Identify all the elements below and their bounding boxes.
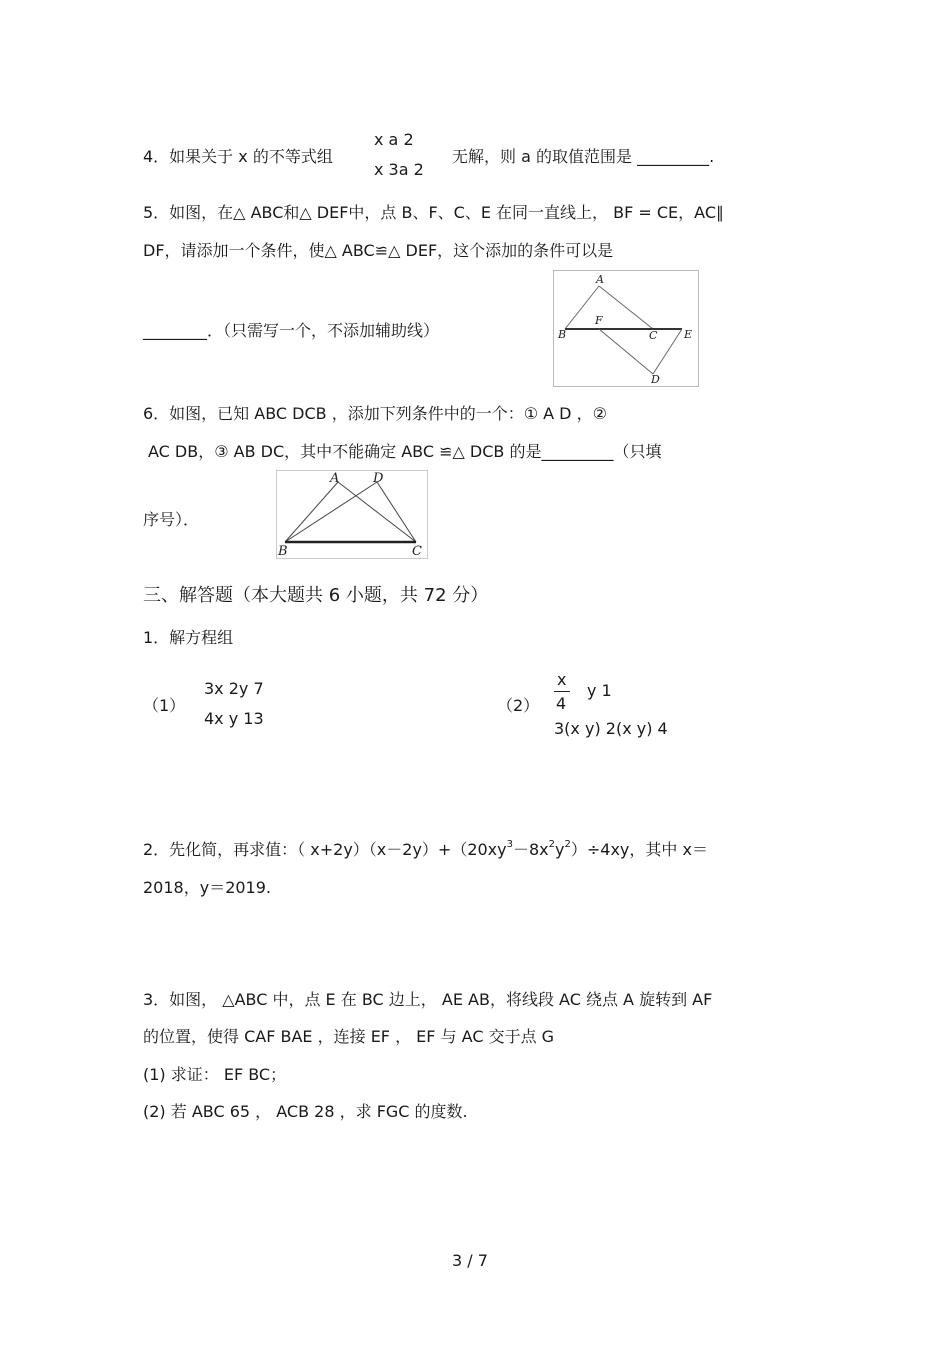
p2-line1 <box>143 837 708 860</box>
q5-label-A: A <box>596 273 604 286</box>
p1-part1-row1: 3x 2y 7 <box>204 679 264 698</box>
p2-sup2: 2 <box>548 839 556 850</box>
q5-label-F: F <box>595 314 603 327</box>
p1-part2-frac-den: 4 <box>556 694 567 713</box>
q5-label-B: B <box>558 328 567 341</box>
p3-line3: (1) 求证： EF BC； <box>143 1065 287 1084</box>
p2-line1-c: y <box>555 840 565 859</box>
p2-line1-d: ）÷4xy，其中 x＝ <box>570 840 708 859</box>
p2-sup1: 3 <box>506 839 513 850</box>
p1-part2-row2: 3(x y) 2(x y) 4 <box>554 719 668 738</box>
q5-label-E: E <box>684 328 693 341</box>
p1-part2-row1-rest: y 1 <box>587 681 612 700</box>
q4-system-row1: x a 2 <box>374 130 414 149</box>
q4-prefix: 4．如果关于 x 的不等式组 <box>143 147 333 166</box>
p1-part2-frac-num: x <box>557 670 567 689</box>
page-number: 3 / 7 <box>452 1251 488 1270</box>
p1-title: 1．解方程组 <box>143 628 234 647</box>
q6-line2: AC DB，③ AB DC，其中不能确定 ABC ≌△ DCB 的是_________（只填 <box>148 442 662 461</box>
q6-label-A: A <box>330 471 340 486</box>
q4-suffix: 无解，则 a 的取值范围是 _________. <box>452 147 715 166</box>
q5-line3: ________．（只需写一个，不添加辅助线） <box>143 321 440 340</box>
q6-line3: 序号）． <box>143 510 200 529</box>
q5-label-D: D <box>651 373 660 386</box>
p1-part1-row2: 4x y 13 <box>204 709 264 728</box>
p2-line1-b: －8x <box>513 840 549 859</box>
p1-part2-label: （2） <box>497 696 540 715</box>
q5-figure <box>553 270 700 388</box>
q4-system-row2: x 3a 2 <box>374 160 424 179</box>
p2-line1-a: 2．先化简，再求值：（ x+2y）（x－2y）+（20xy <box>143 840 507 859</box>
p3-line4: (2) 若 ABC 65 ， ACB 28 ，求 FGC 的度数. <box>143 1102 468 1121</box>
p1-part2-frac-bar <box>554 691 570 692</box>
q6-label-D: D <box>373 471 384 486</box>
q6-line1: 6．如图，已知 ABC DCB ，添加下列条件中的一个：① A D ，② <box>143 404 607 423</box>
q5-line2: DF，请添加一个条件，使△ ABC≌△ DEF，这个添加的条件可以是 <box>143 241 614 260</box>
p3-line2: 的位置，使得 CAF BAE ，连接 EF ， EF 与 AC 交于点 G <box>143 1027 555 1046</box>
q5-label-C: C <box>649 329 658 342</box>
q6-label-C: C <box>412 544 422 559</box>
p2-sup3: 2 <box>564 839 571 850</box>
p2-line2: 2018，y＝2019. <box>143 878 271 897</box>
p1-part1-label: （1） <box>143 696 186 715</box>
q6-label-B: B <box>278 544 288 559</box>
section3-title: 三、解答题（本大题共 6 小题，共 72 分） <box>143 585 489 606</box>
q6-figure <box>276 470 429 560</box>
q5-line1: 5．如图，在△ ABC和△ DEF中，点 B、F、C、E 在同一直线上， BF = CE，AC∥ <box>143 203 725 222</box>
p3-line1: 3．如图， △ABC 中，点 E 在 BC 边上， AE AB，将线段 AC 绕点 A 旋转到 AF <box>143 990 713 1009</box>
